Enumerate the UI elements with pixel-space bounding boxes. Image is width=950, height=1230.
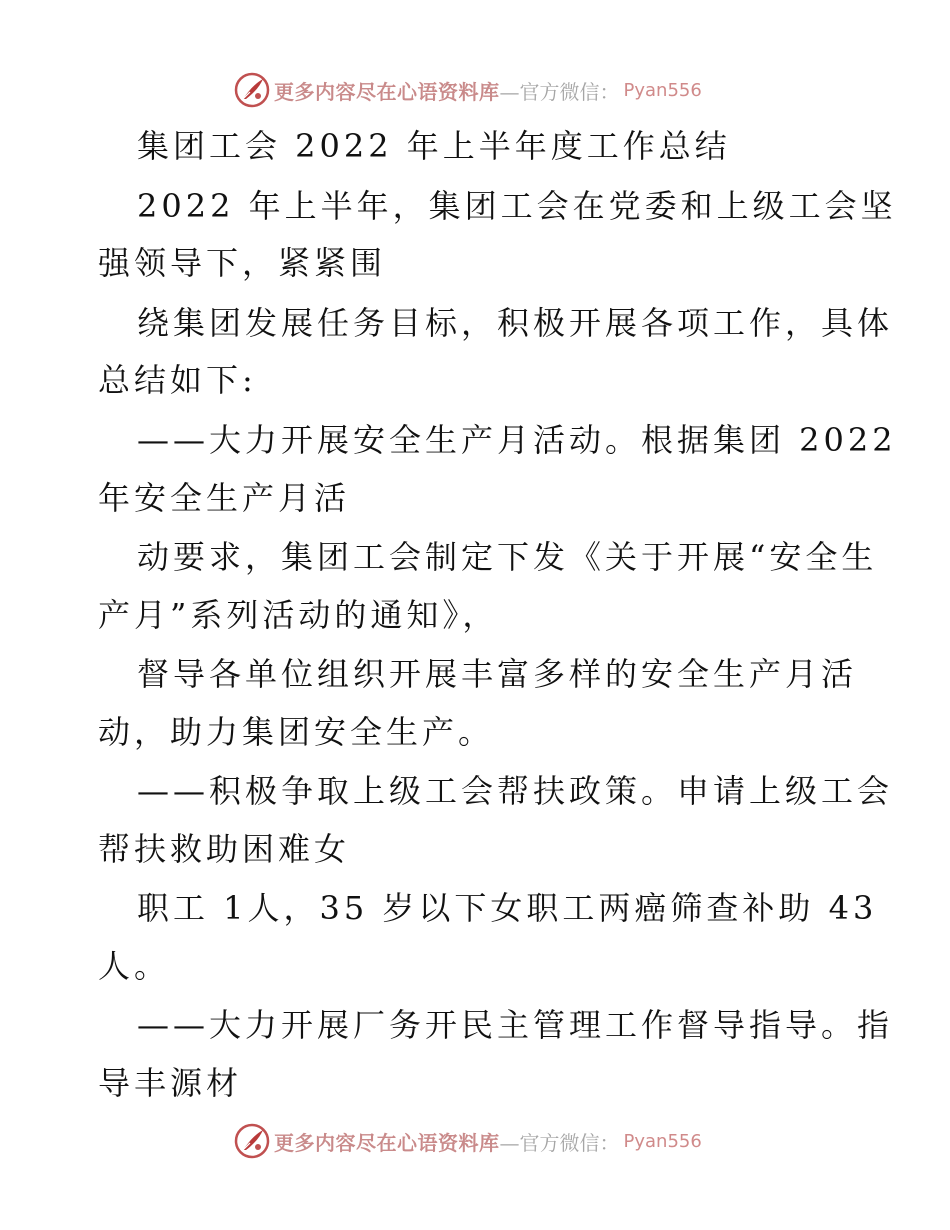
paragraph-line: 导丰源材 xyxy=(98,1064,243,1102)
paragraph-line: 总结如下: xyxy=(98,361,257,399)
paragraph-line: 年安全生产月活 xyxy=(98,479,351,517)
paragraph-line: 强领导下，紧紧围 xyxy=(98,244,387,282)
paragraph-line: 督导各单位组织开展丰富多样的安全生产月活 xyxy=(137,655,858,693)
paragraph-line: 动，助力集团安全生产。 xyxy=(98,713,495,751)
paragraph-line: 帮扶救助困难女 xyxy=(98,830,351,868)
watermark-text: 更多内容尽在心语资料库 xyxy=(274,79,500,104)
watermark-banner-bottom xyxy=(234,1123,702,1159)
paragraph-line: 绕集团发展任务目标，积极开展各项工作，具体 xyxy=(137,304,894,342)
paragraph-line: 人。 xyxy=(98,947,171,985)
watermark-text: 更多内容尽在心语资料库 xyxy=(274,1130,500,1155)
watermark-banner-top xyxy=(234,72,702,108)
section-heading-line: ——大力开展厂务开民主管理工作督导指导。指 xyxy=(137,1006,894,1044)
paragraph-line: 职工 1人，35 岁以下女职工两癌筛查补助 43 xyxy=(137,889,878,927)
section-heading-line: ——大力开展安全生产月活动。根据集团 2022 xyxy=(137,421,897,459)
watermark-separator: —官方微信： xyxy=(499,79,620,104)
paragraph-line: 动要求，集团工会制定下发《关于开展“安全生 xyxy=(137,538,878,576)
section-heading-line: ——积极争取上级工会帮扶政策。申请上级工会 xyxy=(137,772,894,810)
watermark-wechat-id: Pyan556 xyxy=(623,1130,702,1152)
feather-pen-logo-icon xyxy=(234,72,270,108)
watermark-separator: —官方微信： xyxy=(499,1130,620,1155)
feather-pen-logo-icon xyxy=(234,1123,270,1159)
watermark-wechat-id: Pyan556 xyxy=(623,79,702,101)
paragraph-line: 2022 年上半年，集团工会在党委和上级工会坚 xyxy=(137,187,897,225)
document-title: 集团工会 2022 年上半年度工作总结 xyxy=(137,127,731,165)
paragraph-line: 产月”系列活动的通知》， xyxy=(98,596,499,634)
